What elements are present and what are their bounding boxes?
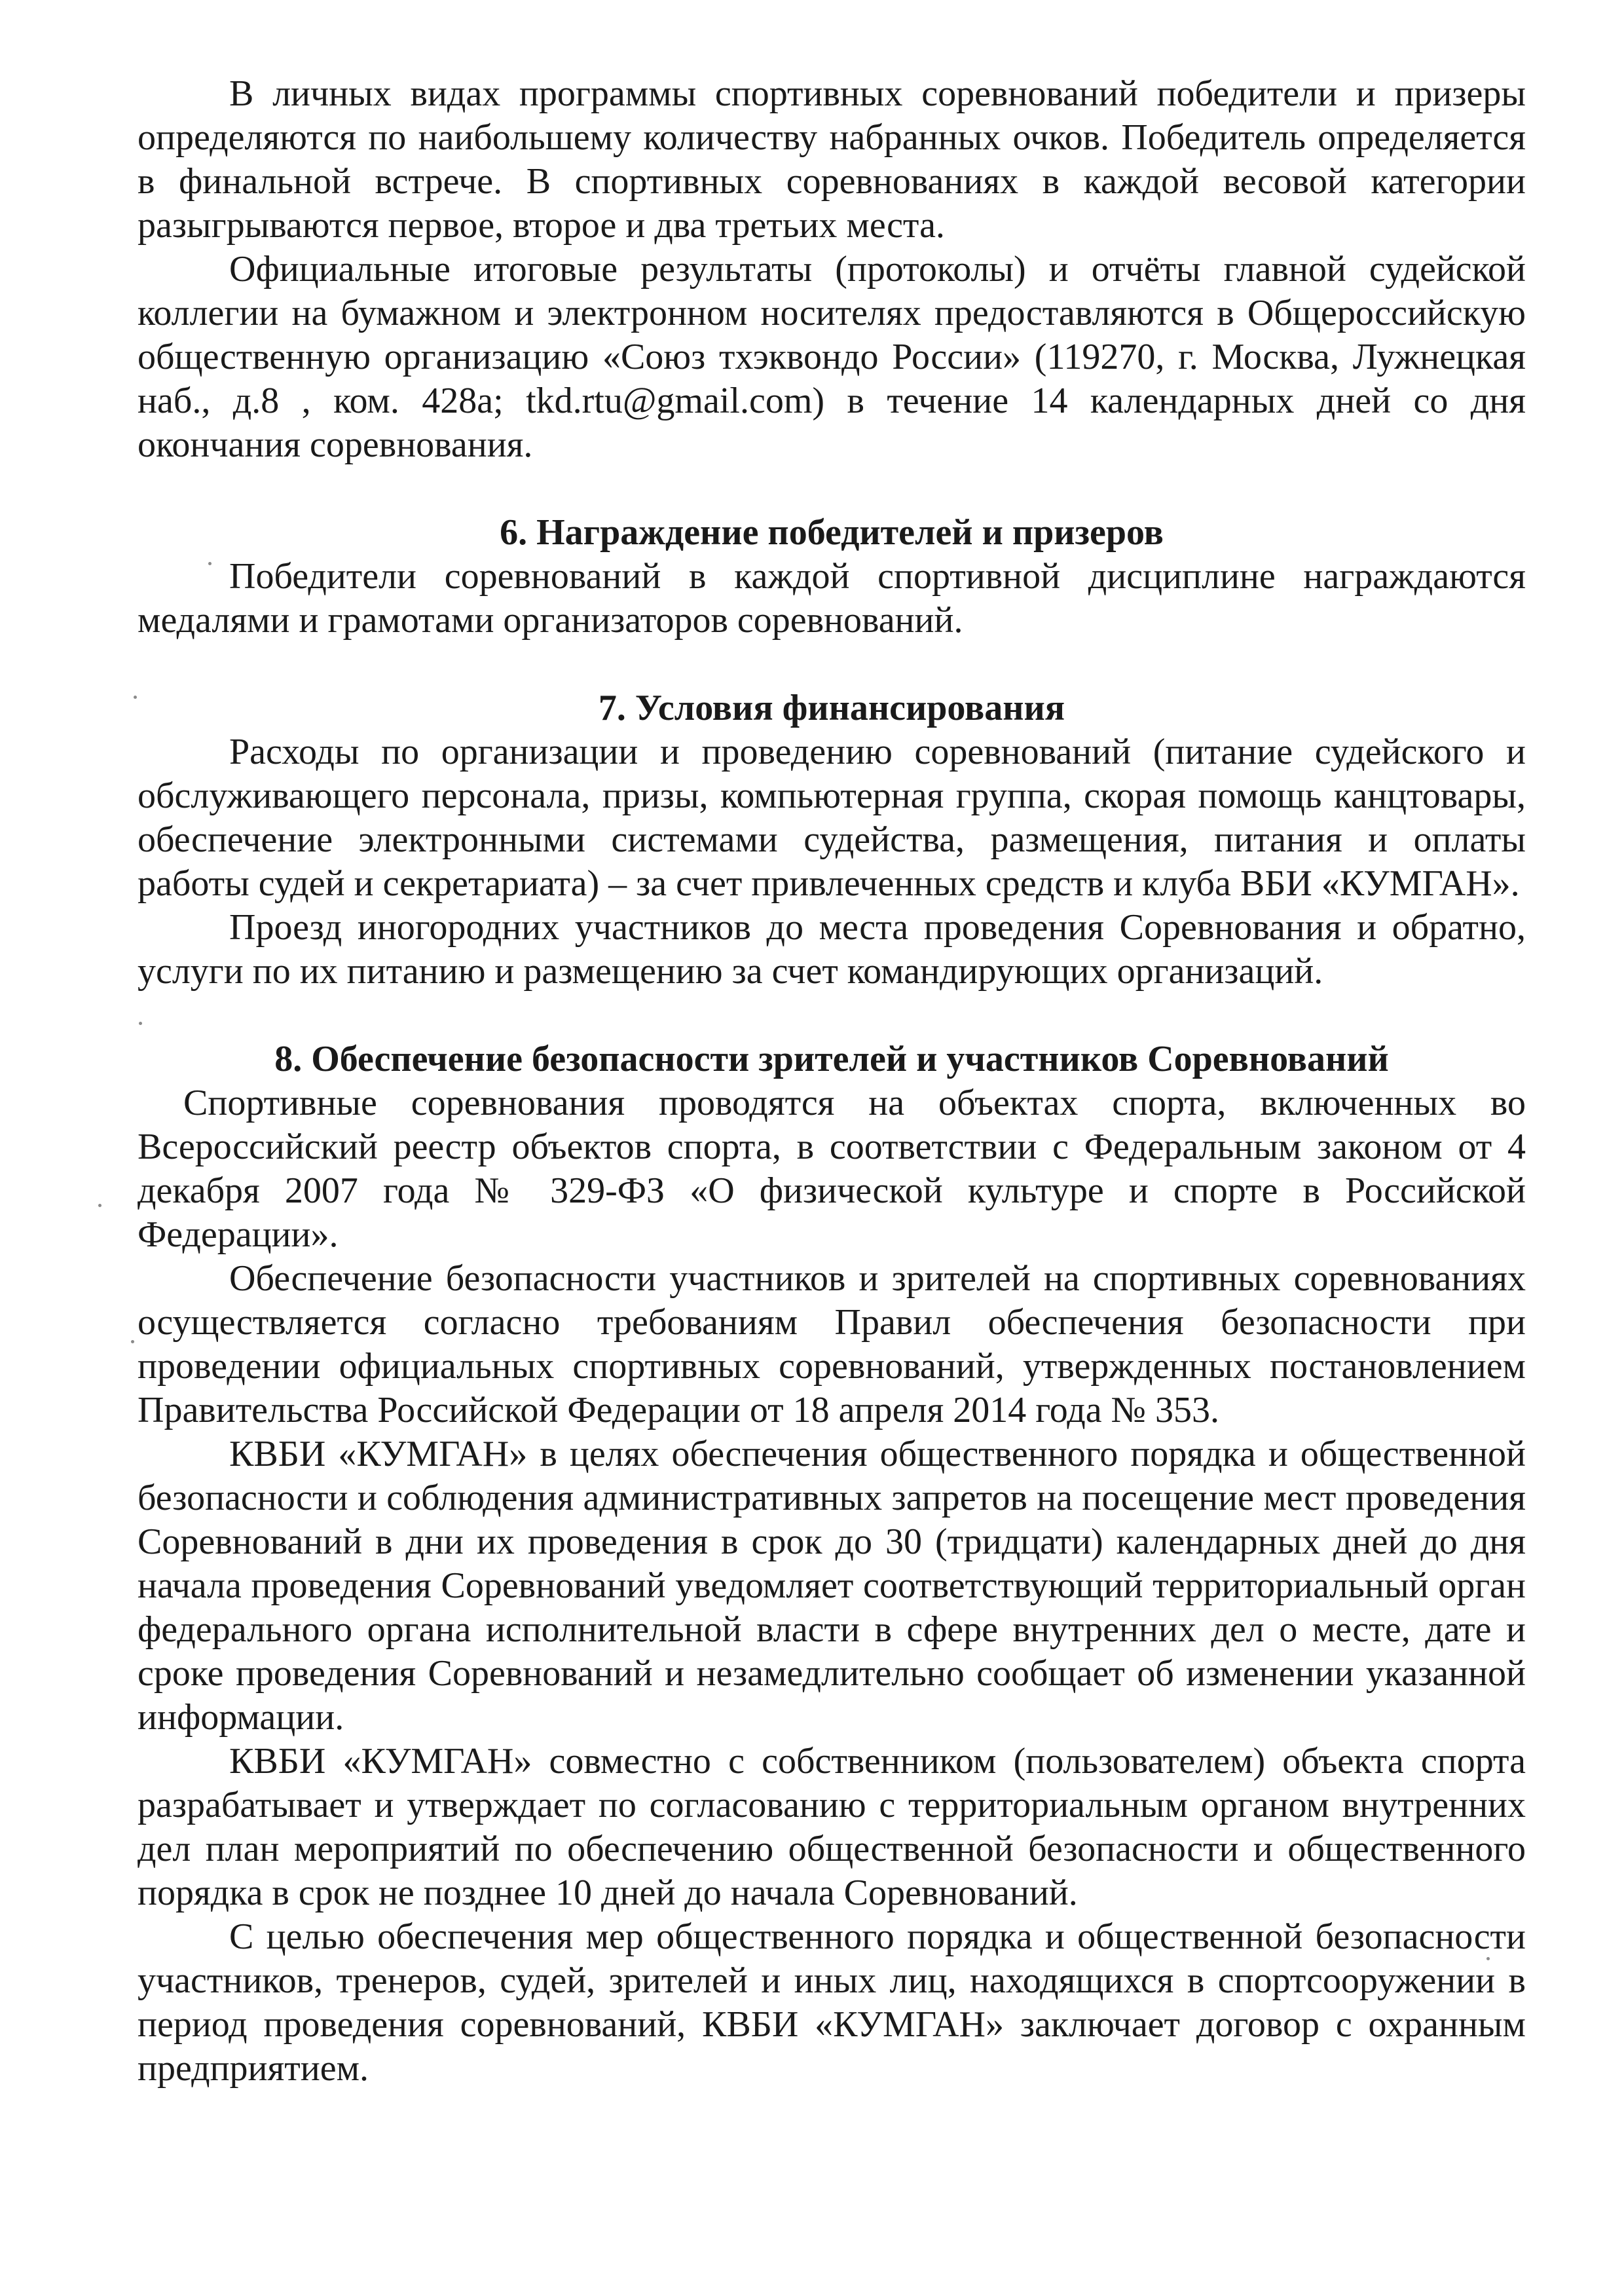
- scan-speck: [1486, 1957, 1490, 1960]
- paragraph-official-results: Официальные итоговые результаты (протоколы) и отчёты главной судейской коллегии на бумажном и электронном носителях предоставляются в Общероссийскую общественную организацию «Союз тхэквондо России» (119270, г. Москва, Лужнецкая наб., д.8 , ком. 428а; tkd.rtu@gmail.com) в течение 14 календарных дней со дня окончания соревнования.: [138, 249, 1526, 465]
- spacer: [138, 643, 1526, 686]
- scan-speck: [139, 1022, 142, 1025]
- spacer: [138, 467, 1526, 511]
- section-8-paragraph-notification: КВБИ «КУМГАН» в целях обеспечения общественного порядка и общественной безопасности и соблюдения административных запретов на посещение мест проведения Соревнований в дни их проведения в срок до 30 (тридцати) календарных дней до дня начала проведения Соревнований уведомляет соответствующий территориальный орган федерального органа исполнительной власти в сфере внутренних дел о месте, дате и сроке проведения Соревнований и незамедлительно сообщает об изменении указанной информации.: [138, 1434, 1526, 1738]
- section-8-paragraph-guard-contract: С целью обеспечения мер общественного порядка и общественной безопасности участников, тренеров, судей, зрителей и иных лиц, находящихся в спортсооружении в период проведения соревнований, КВБИ «КУМГАН» заключает договор с охранным предприятием.: [138, 1916, 1526, 2089]
- scan-speck: [98, 1204, 101, 1207]
- section-8-paragraph-venues: Спортивные соревнования проводятся на объектах спорта, включенных во Всероссийский реестр объектов спорта, в соответствии с Федеральным законом от 4 декабря 2007 года № 329-ФЗ «О физической культуре и спорте в Российской Федерации».: [138, 1083, 1526, 1255]
- section-7-paragraph-expenses: Расходы по организации и проведению соревнований (питание судейского и обслуживающего персонала, призы, компьютерная группа, скорая помощь канцтовары, обеспечение электронными системами судейства, размещения, питания и оплаты работы судей и секретариата) – за счет привлеченных средств и клуба ВБИ «КУМГАН».: [138, 732, 1526, 904]
- section-6-title: 6. Награждение победителей и призеров: [500, 512, 1164, 553]
- document-page: [138, 72, 1526, 2091]
- section-7-paragraph-travel: Проезд иногородних участников до места проведения Соревнования и обратно, услуги по их питанию и размещению за счет командирующих организаций.: [138, 907, 1526, 992]
- scan-speck: [134, 696, 137, 699]
- scan-speck: [131, 1340, 134, 1343]
- paragraph-winners-determination: В личных видах программы спортивных соревнований победители и призеры определяются по наибольшему количеству набранных очков. Победитель определяется в финальной встрече. В спортивных соревнованиях в каждой весовой категории разыгрываются первое, второе и два третьих места.: [138, 73, 1526, 246]
- section-6-paragraph: Победители соревнований в каждой спортивной дисциплине награждаются медалями и грамотами организаторов соревнований.: [138, 556, 1526, 641]
- section-8-paragraph-security-plan: КВБИ «КУМГАН» совместно с собственником (пользователем) объекта спорта разрабатывает и утверждает по согласованию с территориальным органом внутренних дел план мероприятий по обеспечению общественной безопасности и общественного порядка в срок не позднее 10 дней до начала Соревнований.: [138, 1741, 1526, 1913]
- spacer: [138, 994, 1526, 1037]
- section-8-title: 8. Обеспечение безопасности зрителей и участников Соревнований: [274, 1039, 1389, 1079]
- scan-speck: [208, 562, 212, 565]
- section-7-title: 7. Условия финансирования: [598, 688, 1065, 728]
- section-8-paragraph-safety-rules: Обеспечение безопасности участников и зрителей на спортивных соревнованиях осуществляется согласно требованиям Правил обеспечения безопасности при проведении официальных спортивных соревнований, утвержденных постановлением Правительства Российской Федерации от 18 апреля 2014 года № 353.: [138, 1258, 1526, 1430]
